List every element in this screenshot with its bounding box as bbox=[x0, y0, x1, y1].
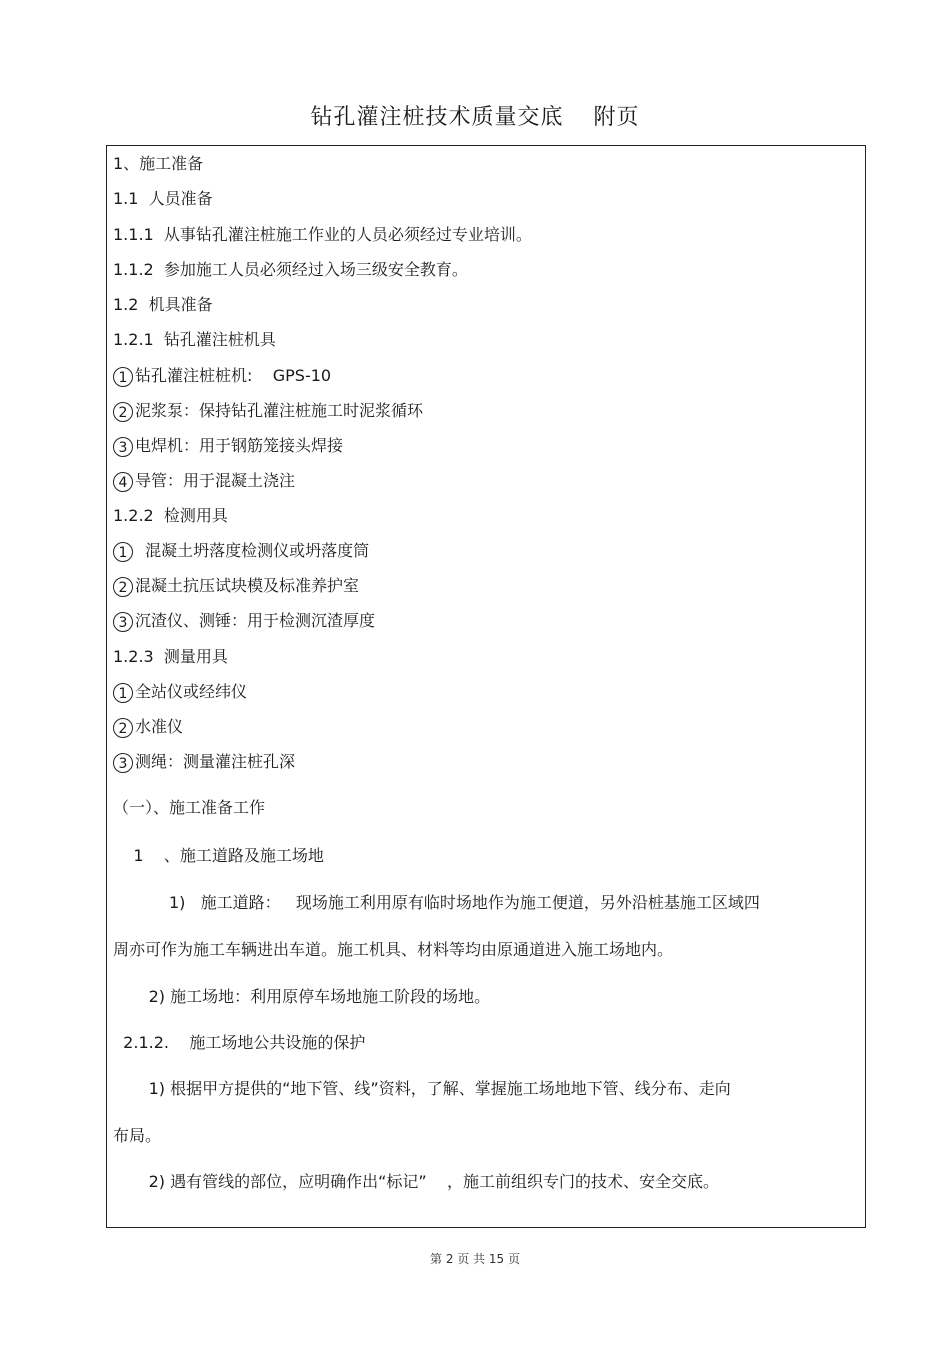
line-text: 全站仪或经纬仪 bbox=[135, 682, 248, 701]
text-line bbox=[113, 330, 276, 350]
line-text: 周亦可作为施工车辆进出车道。施工机具、材料等均由原通道进入施工场地内。 bbox=[113, 940, 674, 959]
circled-number: 2 bbox=[113, 718, 133, 738]
text-line bbox=[113, 576, 359, 597]
text-line bbox=[113, 154, 203, 174]
circled-number: 3 bbox=[113, 753, 133, 773]
circled-number: 2 bbox=[113, 577, 133, 597]
circled-number: 1 bbox=[113, 683, 133, 703]
text-line bbox=[113, 1033, 365, 1053]
text-line bbox=[113, 717, 183, 738]
circled-number: 1 bbox=[113, 367, 133, 387]
text-line bbox=[113, 541, 369, 562]
line-text: （一）、施工准备工作 bbox=[113, 798, 266, 817]
text-line bbox=[113, 506, 228, 526]
line-text: 2.1.2. 施工场地公共设施的保护 bbox=[113, 1033, 366, 1052]
text-line bbox=[113, 401, 423, 422]
line-text: 1、施工准备 bbox=[113, 154, 204, 173]
line-text: 1.2 机具准备 bbox=[113, 295, 213, 314]
line-text: 1.1.1 从事钻孔灌注桩施工作业的人员必须经过专业培训。 bbox=[113, 225, 532, 244]
line-text: 2) 施工场地：利用原停车场地施工阶段的场地。 bbox=[113, 987, 491, 1006]
line-text: 1) 施工道路： 现场施工利用原有临时场地作为施工便道，另外沿桩基施工区域四 bbox=[113, 893, 760, 912]
text-line bbox=[113, 366, 331, 387]
line-text: 钻孔灌注桩桩机: GPS-10 bbox=[135, 366, 332, 385]
line-text: 测绳：测量灌注桩孔深 bbox=[135, 752, 296, 771]
line-text: 1.1 人员准备 bbox=[113, 189, 213, 208]
text-line bbox=[113, 1126, 161, 1146]
line-text: 导管：用于混凝土浇注 bbox=[135, 471, 296, 490]
text-line bbox=[113, 940, 673, 960]
circled-number: 4 bbox=[113, 472, 133, 492]
text-line bbox=[113, 893, 760, 913]
page-title bbox=[0, 100, 950, 131]
circled-number: 3 bbox=[113, 612, 133, 632]
line-text: 混凝土抗压试块模及标准养护室 bbox=[135, 576, 360, 595]
title-main: 钻孔灌注桩技术质量交底 bbox=[310, 105, 564, 130]
line-text: 1.2.2 检测用具 bbox=[113, 506, 228, 525]
line-text: 1.1.2 参加施工人员必须经过入场三级安全教育。 bbox=[113, 260, 468, 279]
text-line bbox=[113, 436, 343, 457]
line-text: 1.2.1 钻孔灌注桩机具 bbox=[113, 330, 276, 349]
text-line bbox=[113, 647, 228, 667]
text-line bbox=[113, 295, 213, 315]
text-line bbox=[113, 987, 490, 1007]
text-line bbox=[113, 682, 247, 703]
text-line bbox=[113, 1079, 731, 1099]
text-line bbox=[113, 611, 375, 632]
text-line bbox=[113, 846, 324, 866]
text-line bbox=[113, 752, 295, 773]
line-text: 1 、施工道路及施工场地 bbox=[113, 846, 324, 865]
line-text: 混凝土坍落度检测仪或坍落度筒 bbox=[135, 541, 370, 560]
line-text: 布局。 bbox=[113, 1126, 162, 1145]
text-line bbox=[113, 798, 265, 818]
line-text: 1) 根据甲方提供的“地下管、线”资料，了解、掌握施工场地地下管、线分布、走向 bbox=[113, 1079, 731, 1098]
line-text: 电焊机：用于钢筋笼接头焊接 bbox=[135, 436, 344, 455]
circled-number: 3 bbox=[113, 437, 133, 457]
circled-number: 2 bbox=[113, 402, 133, 422]
text-line bbox=[113, 1172, 719, 1192]
line-text: 2) 遇有管线的部位，应明确作出“标记” ，施工前组织专门的技术、安全交底。 bbox=[113, 1172, 720, 1191]
line-text: 1.2.3 测量用具 bbox=[113, 647, 228, 666]
circled-number: 1 bbox=[113, 542, 133, 562]
text-line bbox=[113, 225, 532, 245]
line-text: 泥浆泵：保持钻孔灌注桩施工时泥浆循环 bbox=[135, 401, 424, 420]
text-line bbox=[113, 471, 295, 492]
text-line bbox=[113, 189, 213, 209]
line-text: 水准仪 bbox=[135, 717, 184, 736]
page-footer: 第 2 页 共 15 页 bbox=[430, 1252, 520, 1266]
title-suffix: 附页 bbox=[593, 105, 640, 130]
text-line bbox=[113, 260, 468, 280]
line-text: 沉渣仪、测锤：用于检测沉渣厚度 bbox=[135, 611, 376, 630]
